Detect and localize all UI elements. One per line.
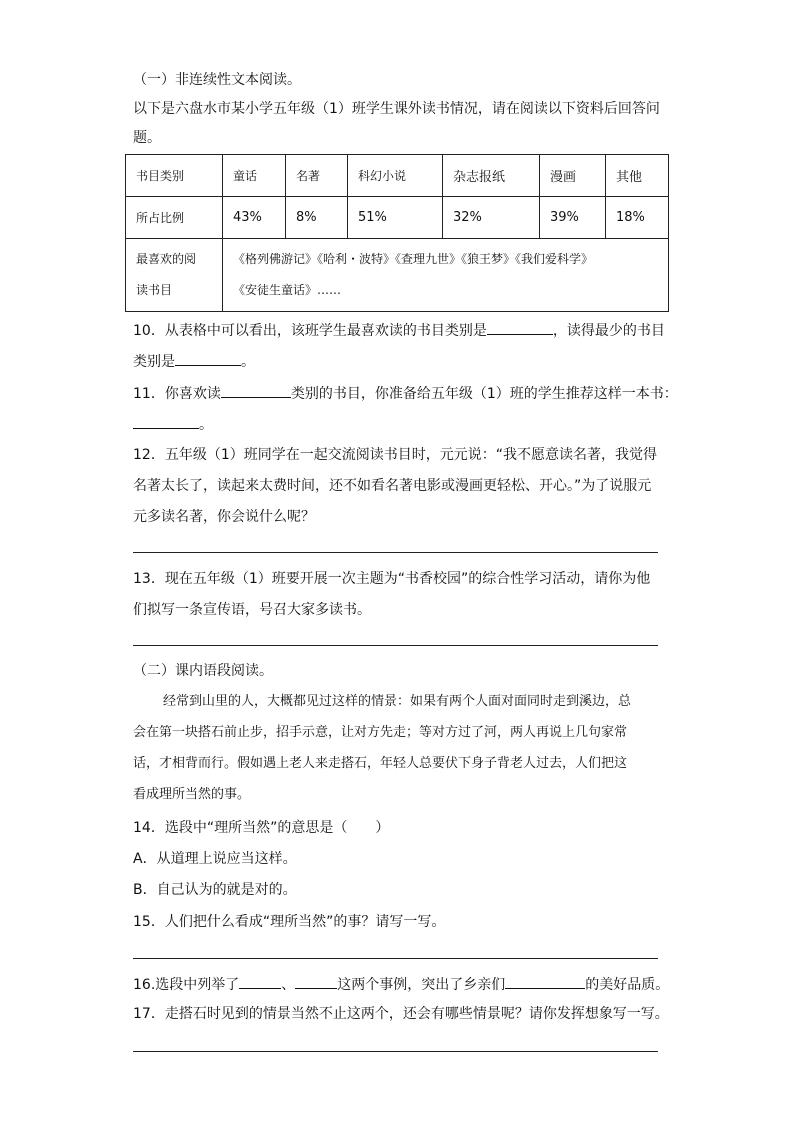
question-12-line3: 元多读名著，你会说什么呢？: [133, 509, 315, 525]
question-15: 15．人们把什么看成“理所当然”的事？请写一写。: [133, 914, 446, 930]
table-cell-favorite-label: [126, 239, 223, 312]
answer-line[interactable]: [133, 958, 658, 959]
table-cell-favorite-books: [223, 239, 669, 312]
table-cell: 39%: [540, 197, 606, 239]
table-cell: 43%: [223, 197, 286, 239]
question-13-line2: 们拟写一条宣传语，号召大家多读书。: [133, 602, 371, 618]
table-cell: 8%: [286, 197, 348, 239]
answer-blank[interactable]: [221, 382, 291, 398]
answer-blank[interactable]: [133, 413, 199, 429]
answer-line[interactable]: [133, 1051, 658, 1052]
favorite-label-line1: 最喜欢的阅: [136, 252, 197, 266]
table-row: [126, 239, 669, 312]
question-12-line2: 名著太长了，读起来太费时间，还不如看名著电影或漫画更轻松、开心。”为了说服元: [133, 478, 652, 494]
section1-intro-line1: 以下是六盘水市某小学五年级（1）班学生课外读书情况，请在阅读以下资料后回答问: [133, 101, 660, 117]
section1-intro-line2: 题。: [133, 130, 161, 146]
table-cell: 32%: [443, 197, 540, 239]
passage-line4: 看成理所当然的事。: [133, 787, 251, 802]
answer-blank[interactable]: [505, 973, 585, 989]
passage-line3: 话，才相背而行。假如遇上老人来走搭石，年轻人总要伏下身子背老人过去，人们把这: [133, 756, 628, 771]
answer-blank[interactable]: [175, 350, 241, 366]
question-11: 11．你喜欢读 类别的书目，你准备给五年级（1）班的学生推荐这样一本书：: [133, 382, 678, 404]
section2-title: （二）课内语段阅读。: [133, 663, 273, 679]
favorite-label-line2: 读书目: [136, 283, 173, 297]
question-13-line1: 13．现在五年级（1）班要开展一次主题为“书香校园”的综合性学习活动，请你为他: [133, 571, 651, 587]
answer-blank[interactable]: [295, 973, 337, 989]
section1-title: （一）非连续性文本阅读。: [133, 72, 301, 88]
answer-blank[interactable]: [239, 973, 281, 989]
table-cell: 其他: [606, 155, 669, 197]
answer-line[interactable]: [133, 645, 658, 646]
table-cell: 18%: [606, 197, 669, 239]
question-12-line1: 12．五年级（1）班同学在一起交流阅读书目时，元元说：“我不愿意读名著，我觉得: [133, 447, 657, 463]
question-14: 14．选段中“理所当然”的意思是（ ）: [133, 820, 390, 836]
passage-line2: 会在第一块搭石前止步，招手示意，让对方先走；等对方过了河，两人再说上几句家常: [133, 725, 628, 740]
table-cell: 51%: [348, 197, 443, 239]
table-cell: 所占比例: [126, 197, 223, 239]
reading-survey-table: [125, 154, 669, 312]
favorite-books-line1: 《格列佛游记》《哈利・波特》《查理九世》《狼王梦》《我们爱科学》: [233, 252, 594, 266]
table-cell: 科幻小说: [348, 155, 443, 197]
option-b[interactable]: B．自己认为的就是对的。: [133, 882, 297, 898]
option-a[interactable]: A．从道理上说应当这样。: [133, 851, 297, 867]
question-17: 17．走搭石时见到的情景当然不止这两个，还会有哪些情景呢？请你发挥想象写一写。: [133, 1006, 669, 1022]
question-10: 10．从表格中可以看出，该班学生最喜欢读的书目类别是 ，读得最少的书目: [133, 319, 665, 341]
question-16: 16.选段中列举了 、 这两个事例，突出了乡亲们 的美好品质。: [133, 973, 669, 995]
answer-line[interactable]: [133, 552, 658, 553]
answer-blank[interactable]: [487, 319, 553, 335]
table-row: [126, 197, 669, 239]
question-10-cont: 类别是 。: [133, 350, 255, 372]
table-cell: 名著: [286, 155, 348, 197]
table-row: [126, 155, 669, 197]
table-cell: 童话: [223, 155, 286, 197]
table-cell: 杂志报纸: [443, 155, 540, 197]
passage-line1: 经常到山里的人，大概都见过这样的情景：如果有两个人面对面同时走到溪边，总: [163, 694, 632, 709]
table-cell: 书目类别: [126, 155, 223, 197]
table-cell: 漫画: [540, 155, 606, 197]
question-11-cont: 。: [133, 413, 213, 435]
favorite-books-line2: 《安徒生童话》……: [233, 283, 342, 297]
